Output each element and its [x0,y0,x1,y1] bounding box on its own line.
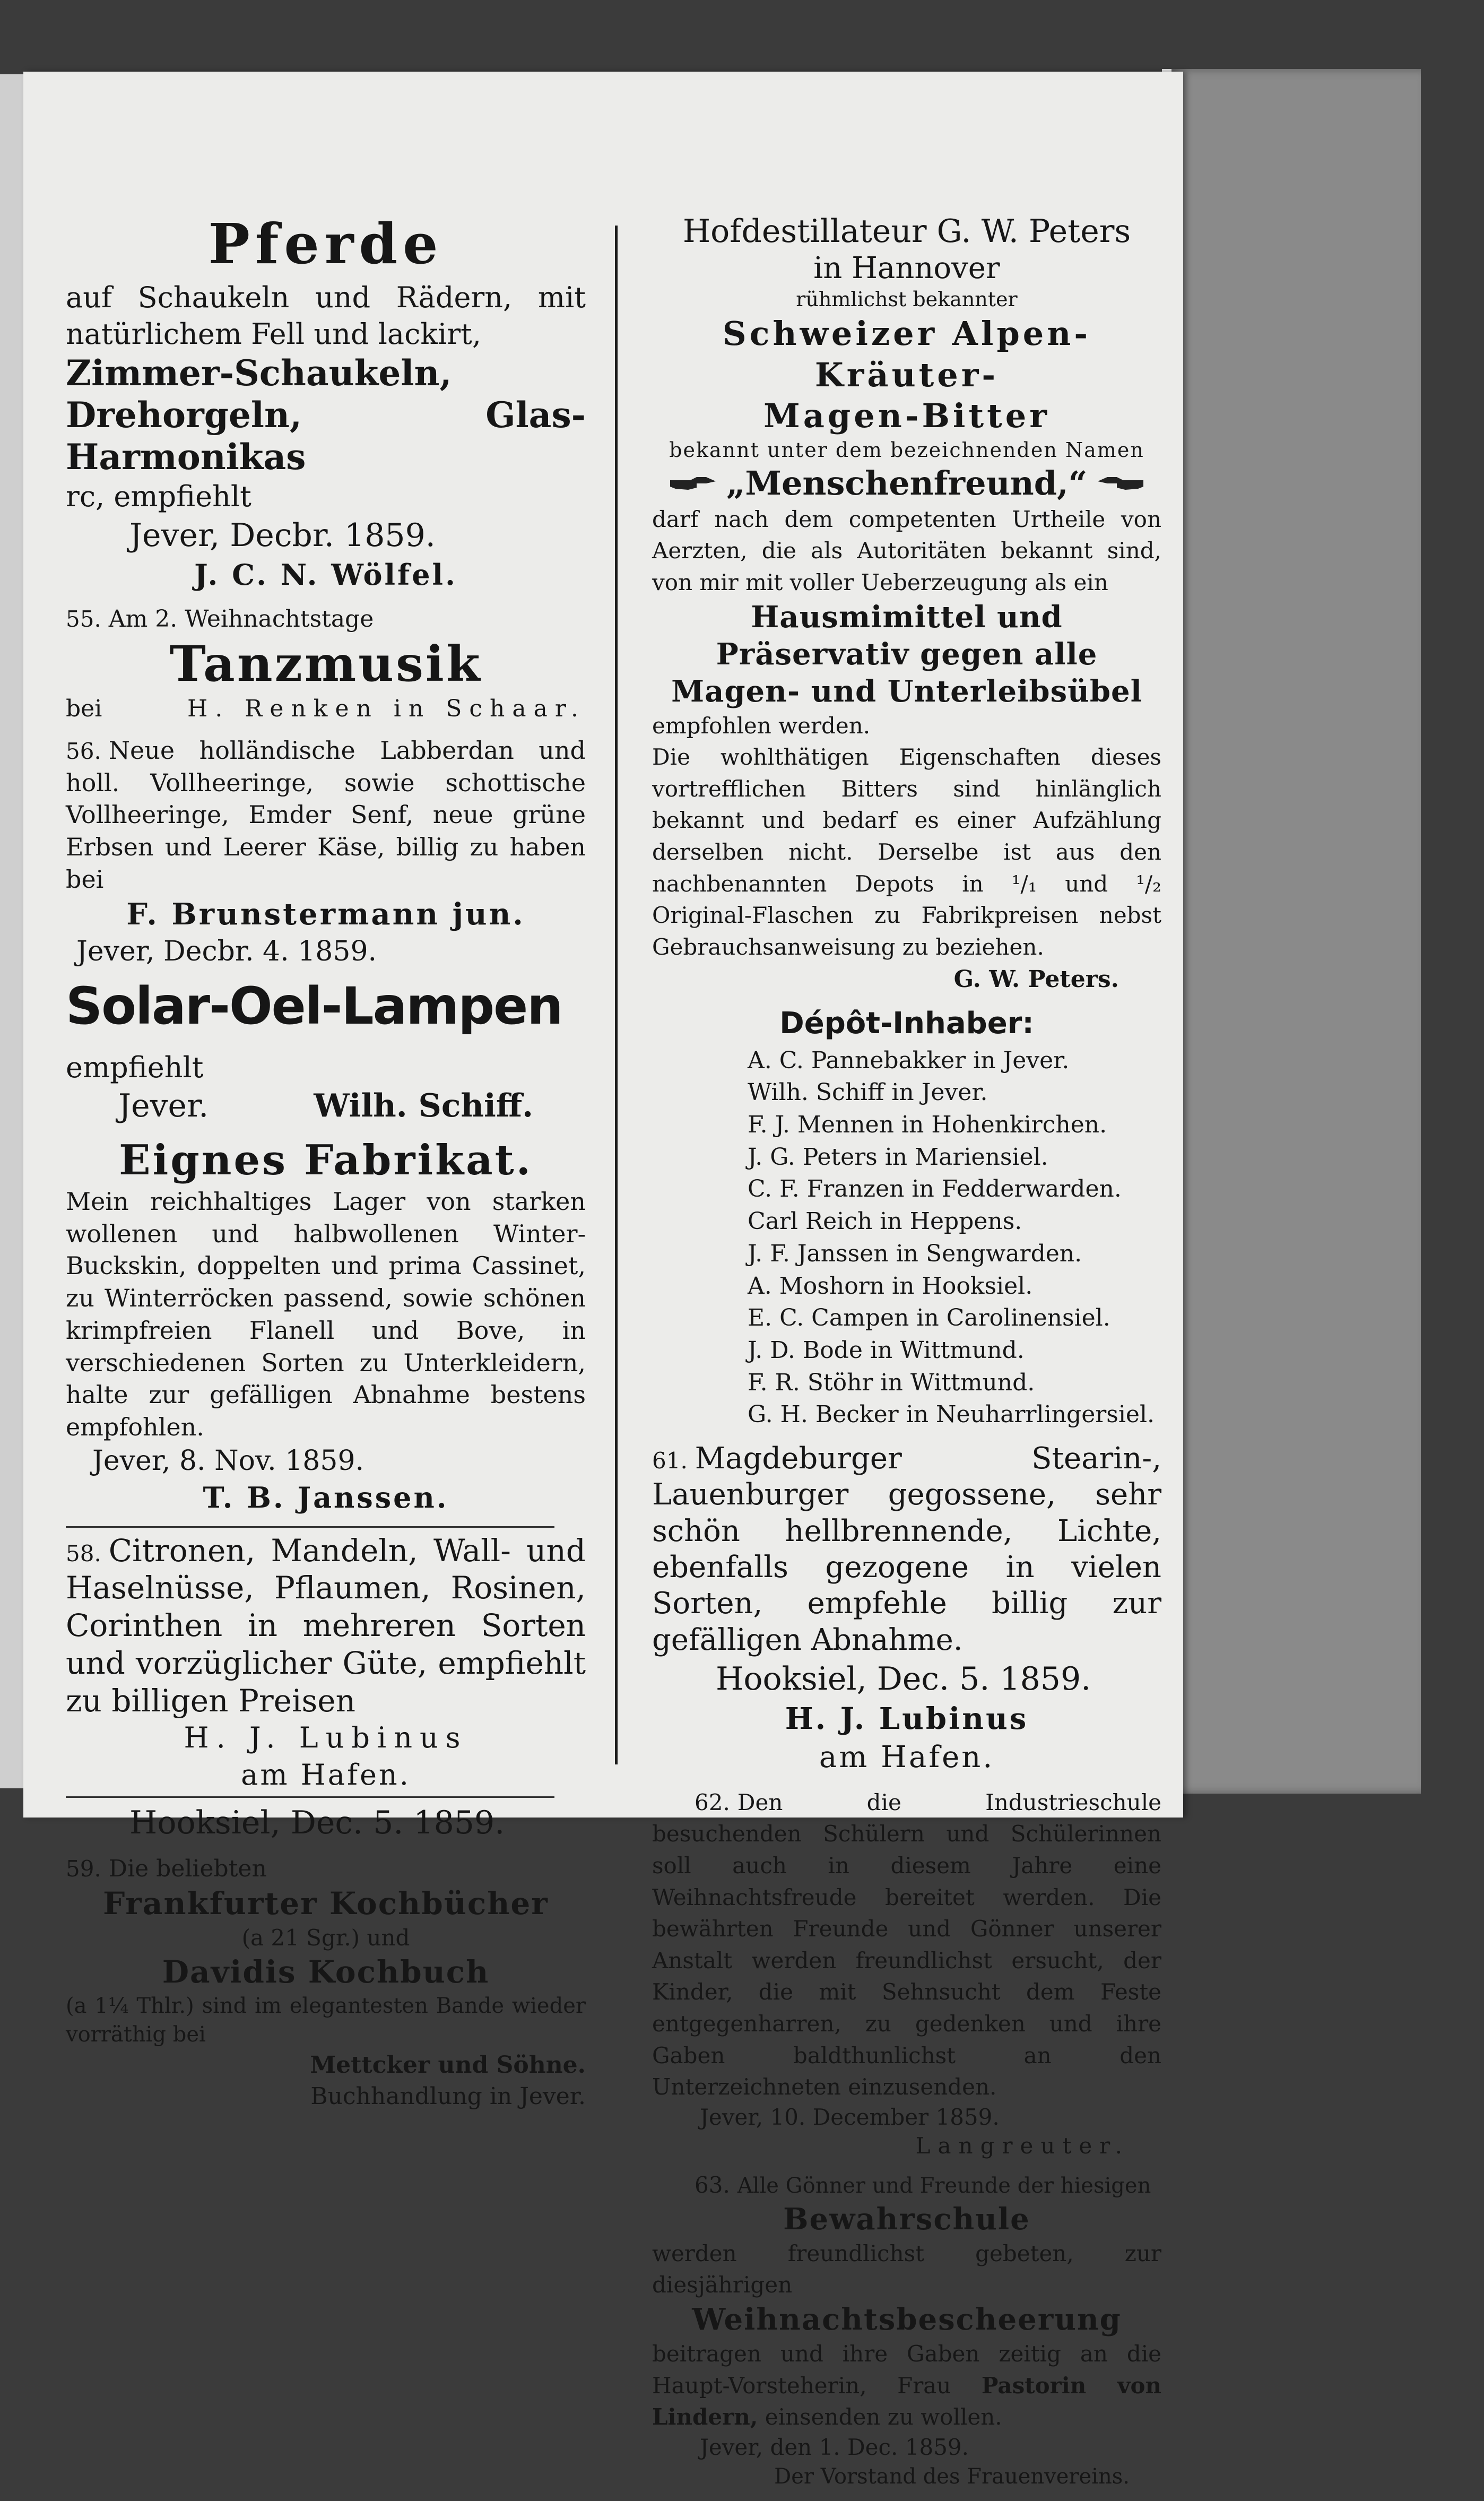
ad-59-number: 59. [66,1855,101,1882]
ad-59 [66,1853,586,2113]
ad-63-intro: Alle Gönner und Freunde der hiesigen [737,2174,1151,2199]
ad-63-intro-line [652,2170,1161,2201]
ad-58-signer2: am Hafen. [241,1758,411,1792]
ad-pferde-signer: J. C. N. Wölfel. [194,558,457,592]
ad-56 [66,734,586,970]
depot-item: E. C. Campen in Carolinensiel. [748,1304,1110,1332]
ad-solar-title-line [66,976,586,1087]
ad-58-body-line [66,1532,586,1720]
ad-58-bottom-rule [66,1796,554,1798]
ad-58-top-rule [66,1526,554,1528]
depot-item: G. H. Becker in Neuharrlingersiel. [748,1401,1155,1429]
ad-63-line: werden freundlichst gebeten, zur diesjährigen [652,2240,1161,2298]
ad-58 [66,1526,586,1844]
ad-63-body-b: einsenden zu wollen. [765,2404,1002,2430]
ad-59-intro: Die beliebten [108,1855,267,1882]
ad-63-title1: Bewahrschule [783,2201,1030,2237]
depot-item: F. R. Stöhr in Wittmund. [748,1369,1035,1396]
ad-63-number: 63. [695,2172,730,2199]
ad-pferde-place-date: Jever, Decbr. 1859. [129,517,436,555]
ad-peters-line1: Hofdestillateur G. W. Peters [682,213,1131,250]
ad-61-body-line [652,1441,1161,1658]
ad-59-signer2: Buchhandlung in Jever. [310,2082,586,2110]
ad-solar [66,976,586,1127]
previous-page-edge [0,74,23,1788]
ad-61-place-date: Hooksiel, Dec. 5. 1859. [716,1660,1091,1698]
left-column [66,212,586,2122]
ad-63-body [652,2338,1161,2433]
ad-pferde-tail: rc, empfiehlt [66,480,251,514]
depot-item: A. C. Pannebakker in Jever. [748,1046,1070,1074]
ad-solar-signer-row [66,1086,586,1126]
ad-63-signer: Der Vorstand des Frauenvereins. [774,2464,1130,2489]
ad-pferde-bold: Zimmer-Schaukeln, Drehorgeln, Glas-Harmonikas [66,352,586,478]
ad-peters-bold1: Schweizer Alpen-Kräuter- [722,314,1091,394]
ad-eignes-body: Mein reichhaltiges Lager von starken wollenen und halbwollenen Winter-Buckskin, doppelten und prima Cassinet, zu Winterröcken passend, sowie schönen krimpfreien Flanell und Bove, in verschiedenen Sorten zu Unterkleidern, halte zur gefälligen Abnahme bestens empfohlen. [66,1187,586,1442]
newspaper-page [23,72,1183,2489]
ad-peters-signer: G. W. Peters. [953,965,1119,993]
pointing-hand-left-icon [1097,473,1144,494]
ad-55-signer-row [66,693,586,724]
ad-62-number: 62. [695,1789,730,1815]
ad-55-intro: Am 2. Weihnachtstage [108,605,374,633]
depot-item: J. D. Bode in Wittmund. [748,1337,1025,1364]
ad-55 [66,603,586,725]
depot-item: J. F. Janssen in Sengwarden. [748,1240,1082,1267]
ad-56-body: Neue holländische Labberdan und holl. Vollheeringe, sowie schottische Vollheeringe, Emder Senf, neue grüne Erbsen und Leerer Käse, billig zu haben bei [66,735,586,894]
ad-58-signer: H. J. Lubinus [184,1721,468,1755]
ad-peters-name-row [652,464,1161,503]
ad-peters-line3: rühmlichst bekannter [796,288,1018,311]
ad-62-body: Den die Industrieschule besuchenden Schülern und Schülerinnen soll auch in diesem Jahre eine Weihnachtsfreude bereitet werden. Die bewährten Freunde und Gönner unserer Anstalt werden freundlichst ersucht, der Kinder, die mit Sehnsucht dem Feste entgegenharren, zu gedenken und ihre Gaben baldthunlichst an den Unterzeichneten einzusenden. [652,1789,1161,2100]
ad-55-intro-line [66,603,586,635]
ad-59-signer: Mettcker und Söhne. [310,2051,586,2079]
ad-eignes [66,1136,586,1516]
ad-55-bei: bei [66,695,102,723]
ad-peters-depot-head: Dépôt-Inhaber: [779,1006,1034,1041]
ad-61-signer: H. J. Lubinus [785,1701,1029,1737]
depot-item: J. G. Peters in Mariensiel. [748,1143,1048,1171]
ad-peters-body1: darf nach dem competenten Urtheile von Aerzten, die als Autoritäten bekannt sind, von mir mit voller Ueberzeugung als ein [652,506,1161,595]
ad-56-body-line [66,734,586,896]
ad-55-signer: H. Renken in Schaar. [187,695,586,723]
ad-eignes-place-date: Jever, 8. Nov. 1859. [92,1444,365,1477]
ad-59-title1: Frankfurter Kochbücher [103,1885,549,1922]
book-edge [1162,69,1421,1794]
ad-peters-name: „Menschenfreund,“ [726,464,1088,503]
depot-item: A. Moshorn in Hooksiel. [748,1272,1033,1300]
ad-peters-body2: empfohlen werden. [652,712,871,739]
ad-61-signer2: am Hafen. [819,1740,995,1775]
ad-61-number: 61. [652,1448,688,1474]
ad-61 [652,1441,1161,1777]
ad-58-number: 58. [66,1540,101,1567]
ad-62-signer: Langreuter. [915,2133,1130,2159]
ad-peters-body3: Die wohlthätigen Eigenschaften dieses vortrefflichen Bitters sind hinlänglich bekannt und bedarf es einer Aufzählung derselben nicht. Derselbe ist aus den nachbenannten Depots in ¹/₁ und ¹/₂ Original-Flaschen zu Fabrikpreisen nebst Gebrauchsanweisung zu beziehen. [652,744,1161,960]
ad-solar-rest: empfiehlt [66,1050,204,1084]
depot-item: C. F. Franzen in Fedderwarden. [748,1175,1122,1203]
ad-61-body: Magdeburger Stearin-, Lauenburger gegossene, sehr schön hellbrennende, Lichte, ebenfalls gezogene in vielen Sorten, empfehle billig zur gefälligen Abnahme. [652,1441,1161,1657]
ad-63-body-a: beitragen und ihre Gaben zeitig an die Haupt-Vorsteherin, Frau [652,2341,1161,2399]
ad-pferde-title: Pferde [208,211,444,276]
depot-item: Carl Reich in Heppens. [748,1208,1022,1235]
ad-62 [652,1787,1161,2161]
ad-63-body-bold: Pastorin von Lindern, [652,2372,1161,2430]
ad-solar-title: Solar-Oel-Lampen [66,976,562,1036]
ad-peters-line4: bekannt unter dem bezeichnenden Namen [669,438,1144,462]
ad-55-title: Tanzmusik [169,635,482,693]
ad-56-signer: F. Brunstermann jun. [126,897,525,932]
ad-56-number: 56. [66,738,101,764]
ad-55-number: 55. [66,605,101,632]
ad-58-body: Citronen, Mandeln, Wall- und Haselnüsse, Pflaumen, Rosinen, Corinthen in mehreren Sorten und vorzüglicher Güte, empfiehlt zu billigen Preisen [66,1532,586,1719]
ad-peters-bold2: Magen-Bitter [763,396,1050,436]
ad-58-place-date: Hooksiel, Dec. 5. 1859. [129,1804,505,1841]
ad-solar-signer: Wilh. Schiff. [314,1087,533,1125]
ad-pferde [66,212,586,594]
right-column [652,212,1161,2501]
pointing-hand-right-icon [669,473,717,494]
ad-peters-line2: in Hannover [813,251,1000,285]
depot-item: F. J. Mennen in Hohenkirchen. [748,1111,1107,1138]
column-rule [615,226,618,1764]
ad-59-intro-line [66,1853,586,1884]
ad-peters [652,212,1161,1431]
ad-62-place-date: Jever, 10. December 1859. [700,2104,1000,2130]
ad-62-body-line [652,1787,1161,2103]
ad-peters-bold3: Hausmimittel und Präservativ gegen alle Magen- und Unterleibsübel [671,599,1142,709]
ad-56-place-date: Jever, Decbr. 4. 1859. [76,936,377,968]
ad-59-body: (a 1¼ Thlr.) sind im elegantesten Bande wieder vorräthig bei [66,1993,586,2047]
ad-eignes-title: Eignes Fabrikat. [119,1136,533,1185]
ad-63 [652,2170,1161,2491]
ad-pferde-body: auf Schaukeln und Rädern, mit natürlichem Fell und lackirt, [66,280,586,351]
ad-eignes-signer: T. B. Janssen. [203,1481,449,1515]
ad-63-place-date: Jever, den 1. Dec. 1859. [700,2434,969,2460]
depot-list [652,1045,1161,1432]
ad-solar-place: Jever. [118,1087,209,1125]
ad-63-title2: Weihnachtsbescheerung [692,2302,1122,2337]
ad-59-price1: (a 21 Sgr.) und [241,1924,410,1951]
ad-59-title2: Davidis Kochbuch [162,1954,490,1991]
depot-item: Wilh. Schiff in Jever. [748,1079,988,1106]
